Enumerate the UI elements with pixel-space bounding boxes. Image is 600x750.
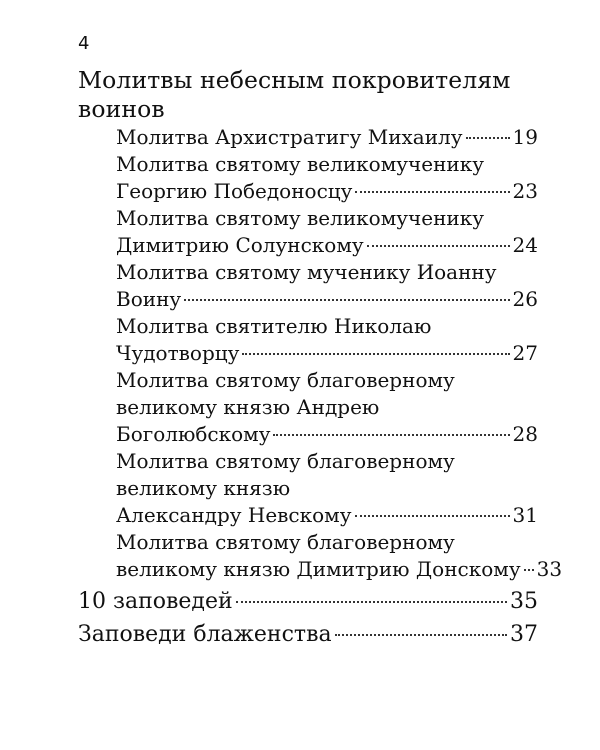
toc-entry-text: Боголюбскому <box>116 422 271 446</box>
dot-leader <box>367 245 510 247</box>
toc-entry-text: Молитва Архистратигу Михаилу <box>116 125 463 149</box>
toc-entry-dmitry-donskoy <box>116 529 563 583</box>
section-entries <box>116 124 563 583</box>
toc-entry-text: Молитва святому мученику Иоанну <box>116 260 497 284</box>
toc-entry-text: Молитва святому великомученику <box>116 152 485 176</box>
toc-page-number: 37 <box>510 622 538 647</box>
toc-entry-text: Заповеди блаженства <box>78 622 332 647</box>
toc-page-number: 19 <box>512 125 538 149</box>
toc-entry-george <box>116 151 538 205</box>
toc-entry-text: Молитва святому благоверному <box>116 530 455 554</box>
toc-page-number: 28 <box>512 422 538 446</box>
toc-entry-text: великому князю <box>116 476 291 500</box>
toc-entry-text: 10 заповедей <box>78 589 233 614</box>
dot-leader <box>355 515 510 517</box>
toc-page-number: 26 <box>512 287 538 311</box>
section-title <box>78 66 538 124</box>
toc-entry-demetrius <box>116 205 538 259</box>
toc-entry-text: Молитва святому благоверному <box>116 449 455 473</box>
section-title-line: воинов <box>78 95 165 123</box>
toc-page-number: 23 <box>512 179 538 203</box>
toc-entry-text: Молитва святому благоверному <box>116 368 455 392</box>
toc-entry-beatitudes <box>78 619 538 650</box>
table-of-contents <box>78 66 563 650</box>
dot-leader <box>184 299 509 301</box>
toc-entry-text: Молитва святителю Николаю <box>116 314 432 338</box>
toc-entry-text: Георгию Победоносцу <box>116 179 353 203</box>
dot-leader <box>335 634 507 636</box>
toc-page-number: 27 <box>512 341 538 365</box>
toc-entry-text: Александру Невскому <box>116 503 352 527</box>
toc-entry-archangel-michael <box>116 124 538 151</box>
dot-leader <box>355 191 509 193</box>
dot-leader <box>236 601 507 603</box>
toc-entry-andrew <box>116 367 538 448</box>
toc-entry-john-warrior <box>116 259 538 313</box>
toc-page-number: 31 <box>512 503 538 527</box>
section-title-line: Молитвы небесным покровителям <box>78 66 511 94</box>
toc-entry-text: Молитва святому великомученику <box>116 206 485 230</box>
toc-entry-text: великому князю Андрею <box>116 395 380 419</box>
toc-entry-text: Чудотворцу <box>116 341 240 365</box>
toc-page-number: 35 <box>510 589 538 614</box>
dot-leader <box>273 434 509 436</box>
page-number: 4 <box>78 33 90 54</box>
toc-entry-text: Димитрию Солунскому <box>116 233 364 257</box>
dot-leader <box>524 569 534 571</box>
toc-page-number: 24 <box>512 233 538 257</box>
toc-entry-ten-commandments <box>78 586 538 617</box>
dot-leader <box>466 137 510 139</box>
dot-leader <box>242 353 509 355</box>
toc-entry-text: великому князю Димитрию Донскому <box>116 557 521 581</box>
toc-entry-text: Воину <box>116 287 182 311</box>
toc-page-number: 33 <box>536 557 563 581</box>
toc-entry-nicholas <box>116 313 538 367</box>
toc-entry-alexander-nevsky <box>116 448 538 529</box>
